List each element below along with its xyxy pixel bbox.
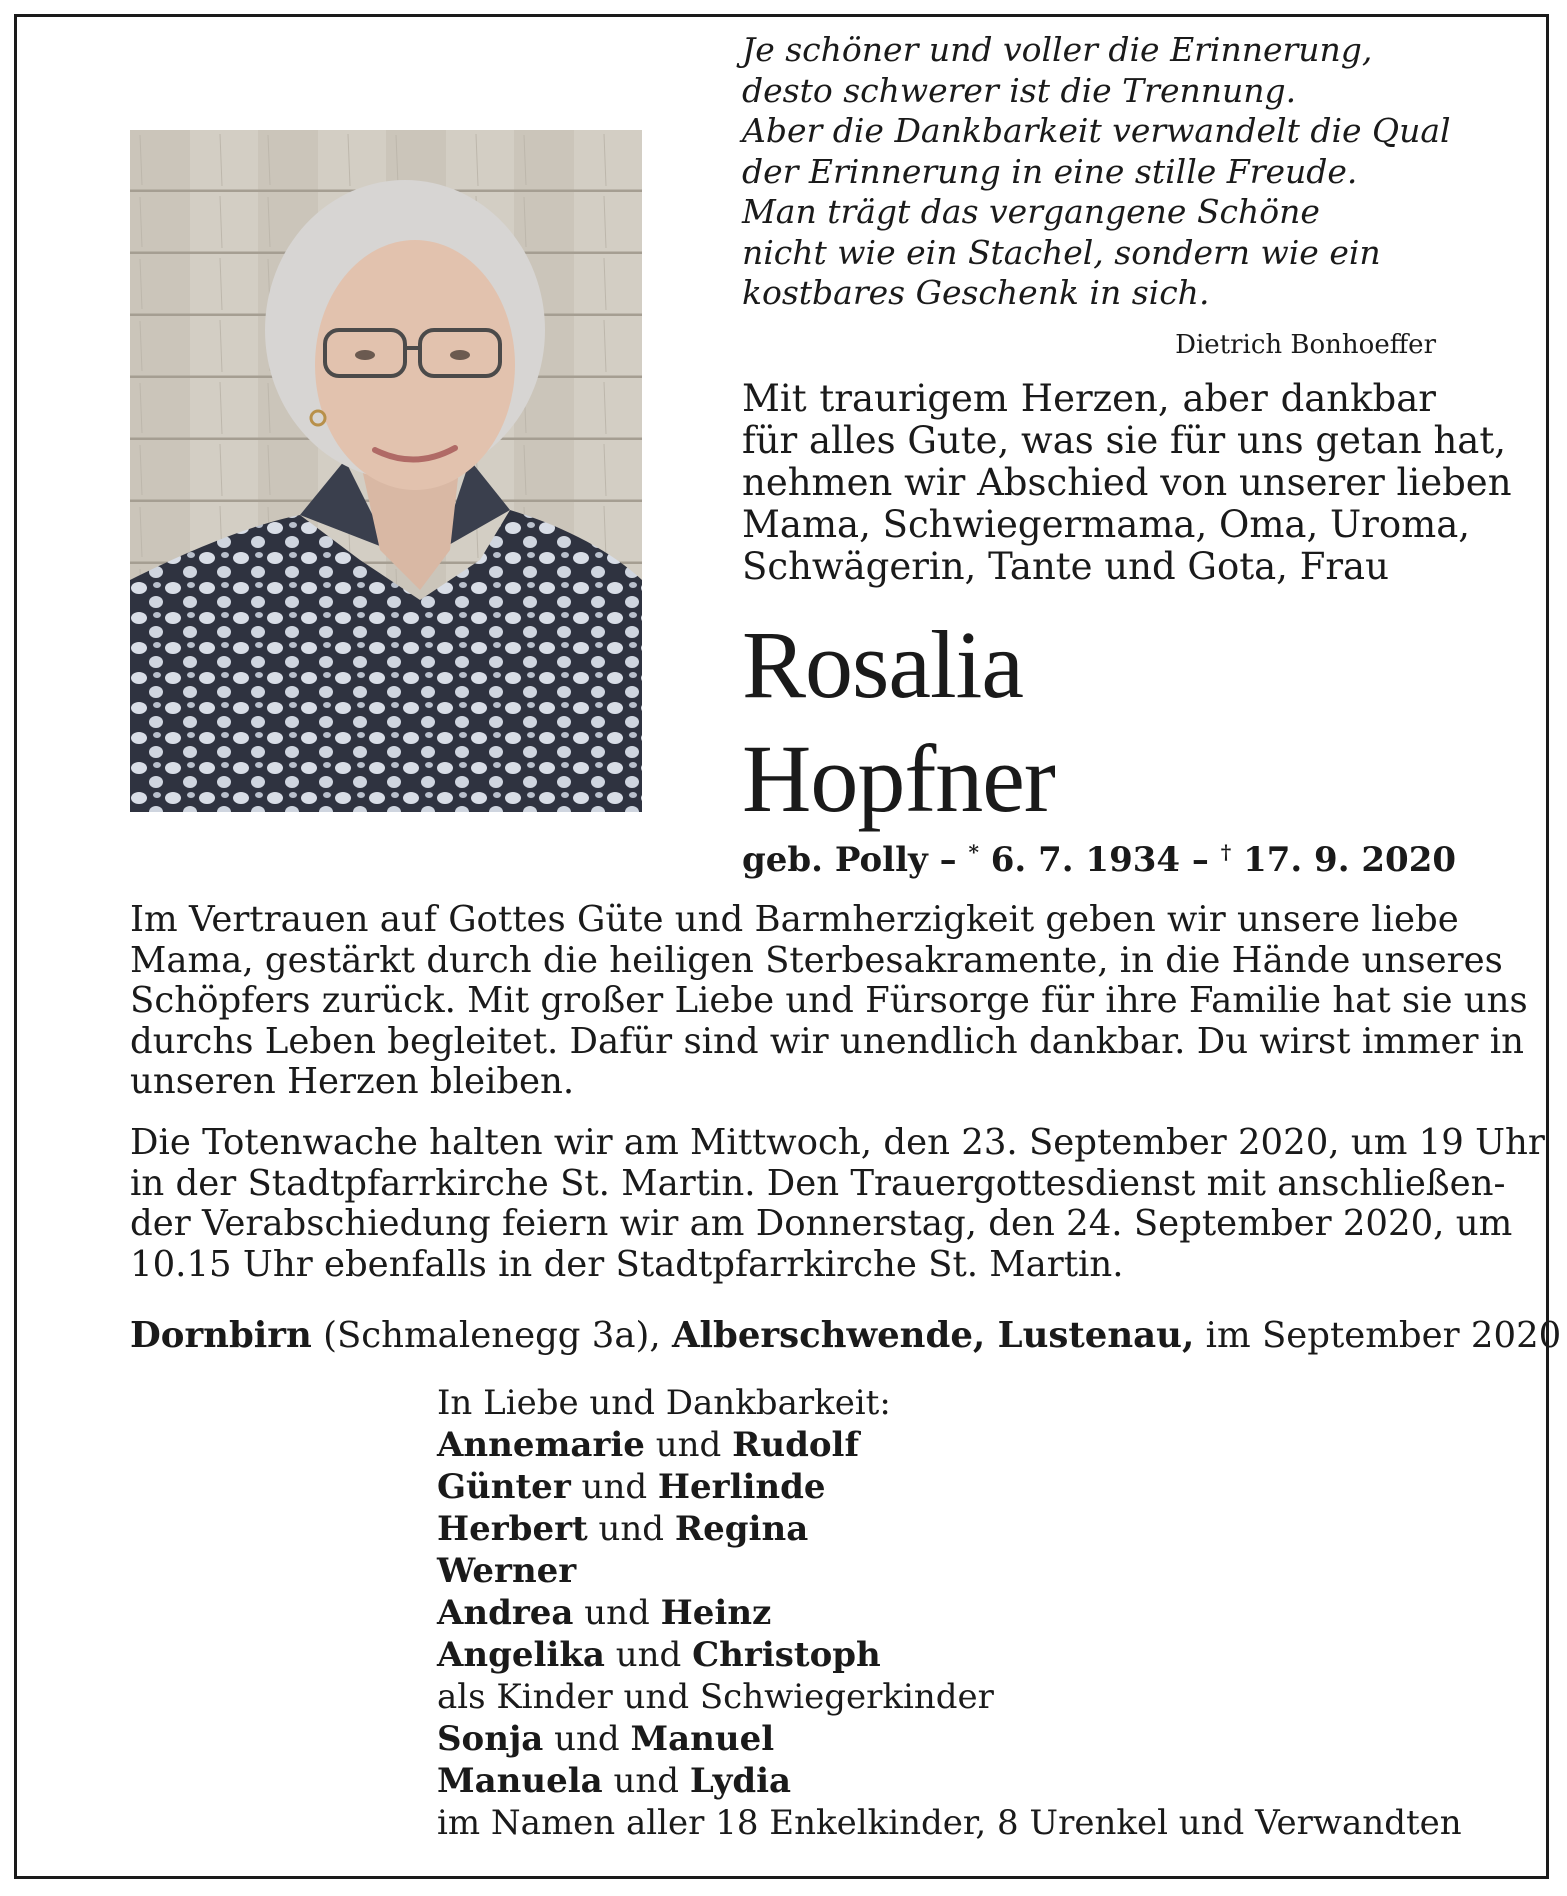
list-item: [437, 1718, 1462, 1760]
intro-line: Mit traurigem Herzen, aber dankbar: [742, 377, 1436, 420]
person-name: Manuela: [437, 1761, 603, 1801]
person-name: Christoph: [692, 1635, 881, 1675]
paragraph-line: 10.15 Uhr ebenfalls in der Stadtpfarrkirche St. Martin.: [130, 1243, 1124, 1285]
death-date: 17. 9. 2020: [1231, 840, 1457, 880]
list-item: [437, 1424, 1462, 1466]
person-name: Andrea: [437, 1593, 574, 1633]
intro-line: nehmen wir Abschied von unserer lieben: [742, 461, 1512, 504]
closing-line: im Namen aller 18 Enkelkinder, 8 Urenkel und Verwandten: [437, 1803, 1462, 1843]
paragraph-line: Schöpfers zurück. Mit großer Liebe und Fürsorge für ihre Familie hat sie uns: [130, 980, 1528, 1021]
person-name: Lydia: [689, 1761, 792, 1801]
person-name: Heinz: [660, 1593, 772, 1633]
conjunction: und: [604, 1635, 693, 1675]
list-item: [437, 1508, 1462, 1550]
person-name: Günter: [437, 1467, 571, 1507]
place-date-line: [130, 1315, 1561, 1356]
address: (Schmalenegg 3a),: [311, 1315, 672, 1356]
children-note: als Kinder und Schwiegerkinder: [437, 1677, 994, 1717]
family-heading: In Liebe und Dankbarkeit:: [437, 1383, 891, 1423]
paragraph-line: durchs Leben begleitet. Dafür sind wir unendlich dankbar. Du wirst immer in: [130, 1020, 1524, 1062]
first-name: Rosalia: [742, 611, 1023, 718]
person-name: Rudolf: [732, 1425, 860, 1465]
person-name: Sonja: [437, 1719, 544, 1759]
person-name: Manuel: [630, 1719, 775, 1759]
intro-line: für alles Gute, was sie für uns getan hat,: [742, 419, 1506, 462]
person-name: Herbert: [437, 1509, 588, 1549]
conjunction: und: [570, 1467, 658, 1507]
other-places: Alberschwende, Lustenau,: [671, 1315, 1195, 1356]
list-item: [437, 1592, 1462, 1634]
conjunction: und: [543, 1719, 631, 1759]
portrait-photo: [130, 130, 642, 812]
paragraph-line: Die Totenwache halten wir am Mittwoch, den 23. September 2020, um 19 Uhr: [130, 1122, 1545, 1163]
separator: –: [927, 840, 969, 880]
conjunction: und: [573, 1593, 661, 1633]
person-name: Annemarie: [437, 1425, 645, 1465]
conjunction: und: [644, 1425, 733, 1465]
paragraph-line: Im Vertrauen auf Gottes Güte und Barmherzigkeit geben wir unsere liebe: [130, 899, 1459, 940]
city: Dornbirn: [130, 1315, 312, 1356]
poem-line: Man trägt das vergangene Schöne: [742, 192, 1320, 231]
list-item: [437, 1550, 1462, 1592]
conjunction: und: [602, 1761, 690, 1801]
birth-date: 6. 7. 1934: [978, 840, 1181, 880]
intro-text: [742, 377, 1512, 588]
paragraph-line: unseren Herzen bleiben.: [130, 1061, 575, 1102]
list-item: [437, 1760, 1462, 1802]
family-list: [437, 1382, 1462, 1844]
service-paragraph: [130, 1122, 1545, 1285]
poem-line: nicht wie ein Stachel, sondern wie ein: [742, 232, 1381, 272]
person-name: Werner: [437, 1551, 577, 1591]
poem: [742, 30, 1451, 314]
paragraph-line: Mama, gestärkt durch die heiligen Sterbesakramente, in die Hände unseres: [130, 939, 1503, 981]
death-symbol: †: [1220, 840, 1232, 864]
birth-symbol: *: [968, 840, 979, 864]
month-year: im September 2020: [1194, 1315, 1562, 1356]
poem-author: Dietrich Bonhoeffer: [1175, 330, 1436, 360]
life-dates: [742, 840, 1456, 880]
birth-name: geb. Polly: [742, 840, 928, 880]
person-name: Regina: [674, 1509, 809, 1549]
paragraph-line: in der Stadtpfarrkirche St. Martin. Den Trauergottesdienst mit anschließen-: [130, 1162, 1506, 1204]
list-item: [437, 1634, 1462, 1676]
person-name: Angelika: [437, 1635, 605, 1675]
person-name: Herlinde: [657, 1467, 826, 1507]
intro-line: Mama, Schwiegermama, Oma, Uroma,: [742, 503, 1471, 546]
list-item: [437, 1466, 1462, 1508]
poem-line: kostbares Geschenk in sich.: [742, 273, 1210, 312]
poem-line: der Erinnerung in eine stille Freude.: [742, 151, 1358, 191]
poem-line: desto schwerer ist die Trennung.: [742, 70, 1297, 110]
faith-paragraph: [130, 899, 1528, 1103]
intro-line: Schwägerin, Tante und Gota, Frau: [742, 545, 1389, 588]
last-name: Hopfner: [742, 725, 1055, 832]
poem-line: Je schöner und voller die Erinnerung,: [742, 30, 1373, 69]
separator: –: [1180, 840, 1221, 880]
conjunction: und: [587, 1509, 675, 1549]
paragraph-line: der Verabschiedung feiern wir am Donnerstag, den 24. September 2020, um: [130, 1203, 1513, 1244]
deceased-name: [742, 608, 1055, 836]
poem-line: Aber die Dankbarkeit verwandelt die Qual: [742, 111, 1451, 150]
